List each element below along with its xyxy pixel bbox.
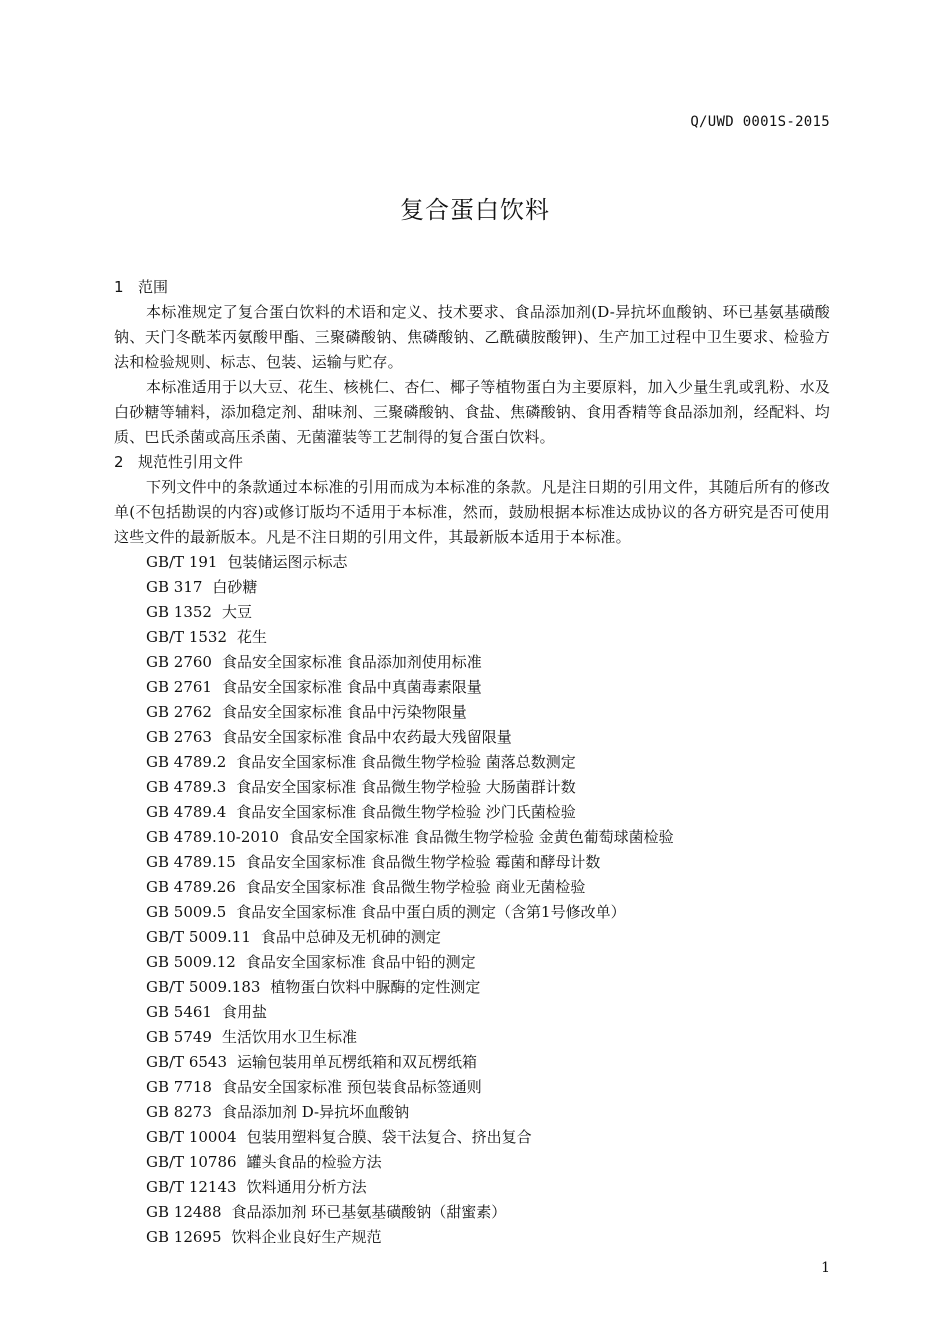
reference-title: 花生 xyxy=(237,628,268,646)
reference-item xyxy=(114,1075,830,1100)
reference-title: 罐头食品的检验方法 xyxy=(246,1153,382,1171)
reference-item xyxy=(114,750,830,775)
reference-code: GB 5461 xyxy=(146,1003,212,1021)
reference-title: 食品安全国家标准 食品中蛋白质的测定（含第1号修改单） xyxy=(236,903,626,921)
reference-item xyxy=(114,1000,830,1025)
section-number: 1 xyxy=(114,278,124,296)
reference-title: 食品安全国家标准 食品中铅的测定 xyxy=(245,953,476,971)
reference-code: GB/T 10786 xyxy=(146,1153,237,1171)
reference-title: 食品添加剂 环已基氨基磺酸钠（甜蜜素） xyxy=(231,1203,507,1221)
reference-title: 植物蛋白饮料中脲酶的定性测定 xyxy=(270,978,481,996)
reference-title: 食品安全国家标准 食品添加剂使用标准 xyxy=(221,653,482,671)
reference-code: GB/T 12143 xyxy=(146,1178,237,1196)
reference-item xyxy=(114,600,830,625)
reference-item xyxy=(114,1025,830,1050)
document-title: 复合蛋白饮料 xyxy=(400,196,550,224)
reference-item xyxy=(114,650,830,675)
reference-item xyxy=(114,875,830,900)
reference-item xyxy=(114,975,830,1000)
reference-code: GB/T 1532 xyxy=(146,628,228,646)
reference-item xyxy=(114,1200,830,1225)
reference-title: 食品安全国家标准 食品微生物学检验 商业无菌检验 xyxy=(245,878,586,896)
reference-code: GB 5009.5 xyxy=(146,903,227,921)
reference-item xyxy=(114,1050,830,1075)
reference-title: 食用盐 xyxy=(221,1003,267,1021)
reference-title: 饮料企业良好生产规范 xyxy=(231,1228,382,1246)
reference-title: 饮料通用分析方法 xyxy=(246,1178,367,1196)
reference-item xyxy=(114,950,830,975)
reference-item xyxy=(114,725,830,750)
reference-title: 食品安全国家标准 食品微生物学检验 菌落总数测定 xyxy=(236,753,576,771)
reference-code: GB 2763 xyxy=(146,728,212,746)
reference-code: GB 2760 xyxy=(146,653,212,671)
reference-code: GB 5009.12 xyxy=(146,953,236,971)
section-heading-normative xyxy=(114,450,830,475)
reference-code: GB 4789.4 xyxy=(146,803,227,821)
reference-title: 食品安全国家标准 食品微生物学检验 金黄色葡萄球菌检验 xyxy=(289,828,674,846)
reference-item xyxy=(114,925,830,950)
normative-paragraph: 下列文件中的条款通过本标准的引用而成为本标准的条款。凡是注日期的引用文件，其随后所有的修改单(不包括勘误的内容)或修订版均不适用于本标准，然而，鼓励根据本标准达成协议的各方研究是否可使用这些文件的最新版本。凡是不注日期的引用文件，其最新版本适用于本标准。 xyxy=(114,478,831,546)
reference-item xyxy=(114,700,830,725)
section-title: 规范性引用文件 xyxy=(138,453,244,471)
reference-item xyxy=(114,1175,830,1200)
reference-item xyxy=(114,850,830,875)
reference-title: 包装储运图示标志 xyxy=(227,553,348,571)
reference-code: GB 317 xyxy=(146,578,203,596)
reference-item xyxy=(114,800,830,825)
reference-code: GB 1352 xyxy=(146,603,212,621)
reference-item xyxy=(114,825,830,850)
reference-code: GB 2761 xyxy=(146,678,212,696)
scope-paragraph: 本标准规定了复合蛋白饮料的术语和定义、技术要求、食品添加剂(D-异抗坏血酸钠、环已基氨基磺酸钠、天门冬酰苯丙氨酸甲酯、三聚磷酸钠、焦磷酸钠、乙酰磺胺酸钾)、生产加工过程中卫生要求、检验方法和检验规则、标志、包装、运输与贮存。 xyxy=(114,303,830,371)
reference-code: GB 4789.2 xyxy=(146,753,227,771)
reference-code: GB 4789.15 xyxy=(146,853,236,871)
reference-title: 食品添加剂 D-异抗坏血酸钠 xyxy=(221,1103,410,1121)
reference-title: 食品安全国家标准 食品微生物学检验 沙门氏菌检验 xyxy=(236,803,576,821)
reference-title: 食品安全国家标准 预包装食品标签通则 xyxy=(221,1078,482,1096)
reference-item xyxy=(114,575,830,600)
reference-code: GB 4789.10-2010 xyxy=(146,828,280,846)
reference-item xyxy=(114,1225,830,1250)
reference-item xyxy=(114,1150,830,1175)
reference-title: 生活饮用水卫生标准 xyxy=(221,1028,357,1046)
reference-title: 食品安全国家标准 食品中真菌毒素限量 xyxy=(221,678,482,696)
reference-title: 大豆 xyxy=(221,603,252,621)
reference-item xyxy=(114,675,830,700)
document-body xyxy=(114,275,830,1250)
reference-code: GB 7718 xyxy=(146,1078,212,1096)
document-code: Q/UWD 0001S-2015 xyxy=(690,114,830,130)
reference-item xyxy=(114,1125,830,1150)
reference-code: GB/T 5009.183 xyxy=(146,978,261,996)
reference-title: 包装用塑料复合膜、袋干法复合、挤出复合 xyxy=(246,1128,532,1146)
section-number: 2 xyxy=(114,453,124,471)
reference-code: GB/T 191 xyxy=(146,553,218,571)
reference-code: GB 4789.26 xyxy=(146,878,236,896)
reference-title: 食品安全国家标准 食品中污染物限量 xyxy=(221,703,467,721)
reference-title: 食品安全国家标准 食品微生物学检验 霉菌和酵母计数 xyxy=(245,853,601,871)
reference-code: GB 12695 xyxy=(146,1228,222,1246)
scope-paragraph: 本标准适用于以大豆、花生、核桃仁、杏仁、椰子等植物蛋白为主要原料，加入少量生乳或乳粉、水及白砂糖等辅料，添加稳定剂、甜味剂、三聚磷酸钠、食盐、焦磷酸钠、食用香精等食品添加剂，经配料、均质、巴氏杀菌或高压杀菌、无菌灌装等工艺制得的复合蛋白饮料。 xyxy=(114,378,831,446)
reference-code: GB 5749 xyxy=(146,1028,212,1046)
reference-item xyxy=(114,550,830,575)
reference-code: GB 12488 xyxy=(146,1203,222,1221)
reference-title: 白砂糖 xyxy=(212,578,258,596)
section-heading-scope xyxy=(114,275,830,300)
reference-item xyxy=(114,900,830,925)
reference-code: GB/T 5009.11 xyxy=(146,928,251,946)
reference-code: GB 8273 xyxy=(146,1103,212,1121)
reference-item xyxy=(114,775,830,800)
reference-code: GB 2762 xyxy=(146,703,212,721)
reference-code: GB/T 6543 xyxy=(146,1053,228,1071)
reference-title: 食品安全国家标准 食品微生物学检验 大肠菌群计数 xyxy=(236,778,576,796)
section-title: 范围 xyxy=(138,278,169,296)
reference-title: 食品中总砷及无机砷的测定 xyxy=(260,928,441,946)
reference-list xyxy=(114,550,830,1250)
reference-item xyxy=(114,1100,830,1125)
reference-item xyxy=(114,625,830,650)
reference-code: GB 4789.3 xyxy=(146,778,227,796)
reference-title: 运输包装用单瓦楞纸箱和双瓦楞纸箱 xyxy=(237,1053,478,1071)
reference-code: GB/T 10004 xyxy=(146,1128,237,1146)
page-number: 1 xyxy=(821,1260,830,1276)
reference-title: 食品安全国家标准 食品中农药最大残留限量 xyxy=(221,728,512,746)
